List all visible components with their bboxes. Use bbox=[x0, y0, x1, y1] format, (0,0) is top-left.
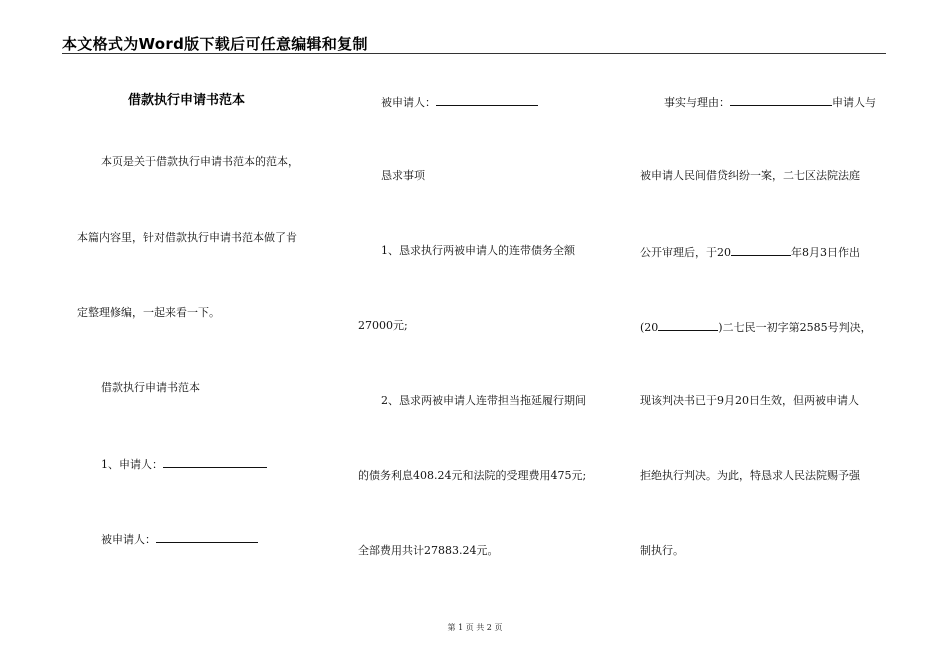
facts-line-4-end: )二七民一初字第2585号判决， bbox=[718, 321, 872, 334]
respondent-line bbox=[101, 531, 258, 547]
respondent-blank bbox=[156, 531, 258, 543]
respondent-blank-2 bbox=[436, 94, 538, 106]
section-subtitle: 借款执行申请书范本 bbox=[101, 381, 200, 394]
year-blank-1 bbox=[731, 244, 791, 256]
facts-blank bbox=[730, 94, 832, 106]
facts-line-2: 被申请人民间借贷纠纷一案，二七区法院法庭 bbox=[640, 169, 860, 182]
facts-line-3-start: 公开审理后，于20 bbox=[640, 246, 731, 259]
year-blank-2 bbox=[658, 319, 718, 331]
request-heading: 恳求事项 bbox=[381, 169, 425, 182]
respondent-label-2: 被申请人： bbox=[381, 96, 436, 109]
facts-tail: 申请人与 bbox=[832, 96, 876, 109]
applicant-label: 1、申请人： bbox=[101, 458, 163, 471]
request-item-2-line-2: 的债务利息408.24元和法院的受理费用475元; bbox=[358, 469, 587, 482]
intro-line-2: 本篇内容里，针对借款执行申请书范本做了肯 bbox=[77, 231, 297, 244]
facts-line-3 bbox=[640, 244, 860, 260]
applicant-blank bbox=[163, 456, 267, 468]
facts-line-3-end: 年8月3日作出 bbox=[791, 246, 860, 259]
respondent-line-2 bbox=[381, 94, 538, 110]
document-title: 借款执行申请书范本 bbox=[128, 93, 246, 108]
request-total: 全部费用共计27883.24元。 bbox=[358, 544, 499, 557]
applicant-line bbox=[101, 456, 267, 472]
intro-line-1: 本页是关于借款执行申请书范本的范本， bbox=[101, 155, 299, 168]
request-item-1-line-2: 27000元; bbox=[358, 319, 408, 332]
facts-label: 事实与理由： bbox=[664, 96, 730, 109]
page-number: 第 1 页 共 2 页 bbox=[447, 623, 503, 632]
request-item-2-line-1: 2、恳求两被申请人连带担当拖延履行期间 bbox=[381, 394, 586, 407]
document-banner: 本文格式为Word版下载后可任意编辑和复制 bbox=[62, 35, 368, 53]
facts-line-1 bbox=[664, 94, 876, 110]
facts-line-6: 拒绝执行判决。为此，特恳求人民法院赐予强 bbox=[640, 469, 860, 482]
facts-line-4-start: (20 bbox=[640, 321, 659, 334]
facts-line-5: 现该判决书已于9月20日生效，但两被申请人 bbox=[640, 394, 859, 407]
facts-line-4 bbox=[640, 319, 872, 335]
facts-line-7: 制执行。 bbox=[640, 544, 684, 557]
request-item-1-line-1: 1、恳求执行两被申请人的连带债务全额 bbox=[381, 244, 575, 257]
intro-line-3: 定整理修编，一起来看一下。 bbox=[77, 306, 220, 319]
respondent-label: 被申请人： bbox=[101, 533, 156, 546]
header-rule bbox=[62, 53, 886, 54]
